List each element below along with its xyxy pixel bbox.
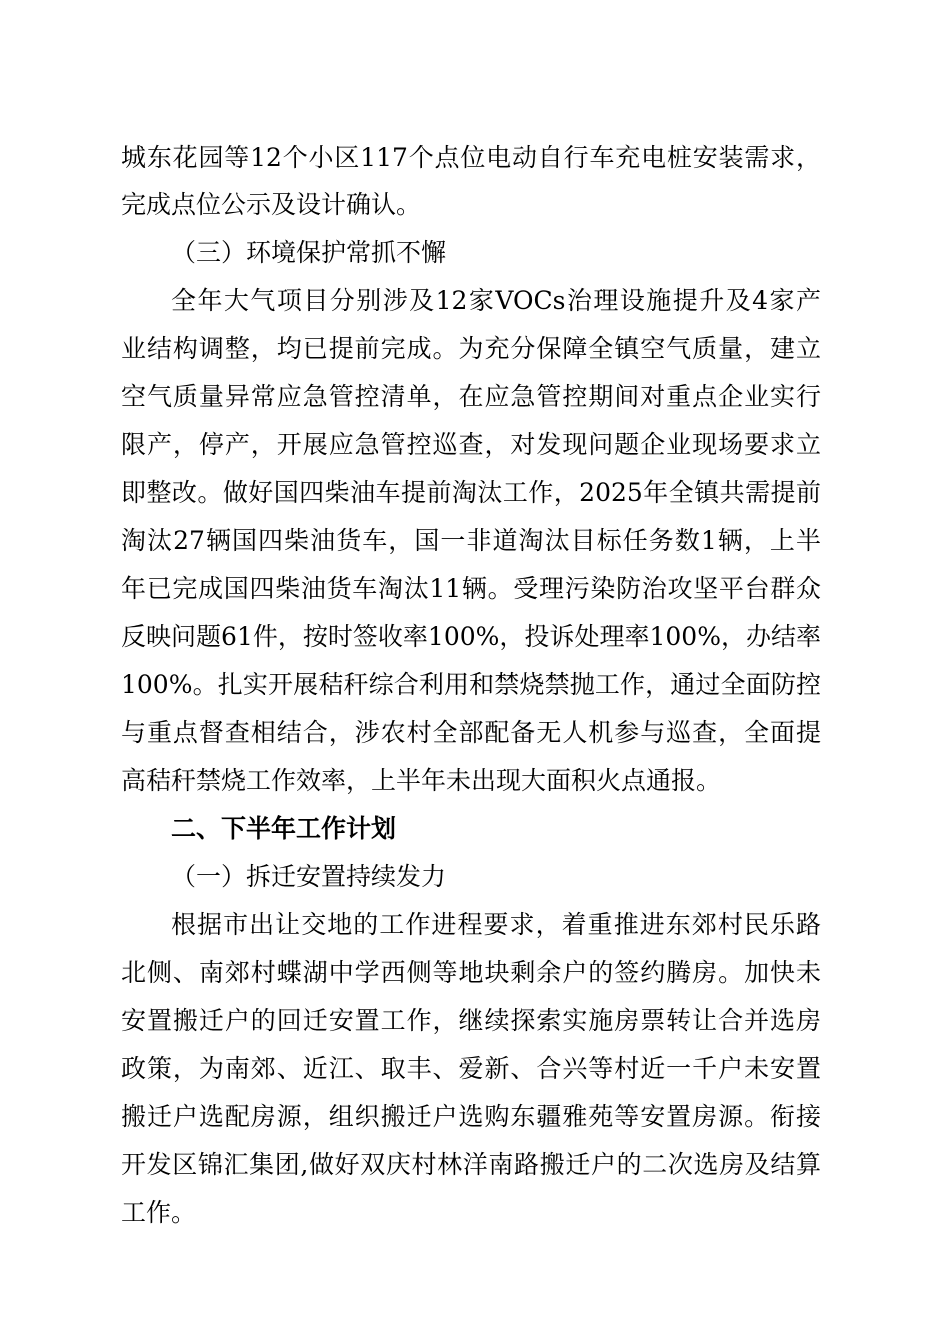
paragraph-line: 安置搬迁户的回迁安置工作，继续探索实施房票转让合并选房 [121, 1006, 821, 1035]
paragraph-line: 工作。 [121, 1198, 197, 1227]
paragraph-line: 限产，停产，开展应急管控巡查，对发现问题企业现场要求立 [121, 430, 821, 459]
subsection-heading-relocation: （一）拆迁安置持续发力 [171, 862, 447, 891]
paragraph-line: 淘汰27辆国四柴油货车，国一非道淘汰目标任务数1辆，上半 [121, 526, 821, 555]
paragraph-line: 北侧、南郊村蝶湖中学西侧等地块剩余户的签约腾房。加快未 [121, 958, 821, 987]
paragraph-line: 搬迁户选配房源，组织搬迁户选购东疆雅苑等安置房源。衔接 [121, 1102, 821, 1131]
paragraph-line: 与重点督查相结合，涉农村全部配备无人机参与巡查，全面提 [121, 718, 821, 747]
paragraph-line: 即整改。做好国四柴油车提前淘汰工作，2025年全镇共需提前 [121, 478, 821, 507]
paragraph-line: 根据市出让交地的工作进程要求，着重推进东郊村民乐路 [171, 910, 821, 939]
paragraph-line: 空气质量异常应急管控清单，在应急管控期间对重点企业实行 [121, 382, 821, 411]
paragraph-line: 政策，为南郊、近江、取丰、爱新、合兴等村近一千户未安置 [121, 1054, 821, 1083]
paragraph-line: 完成点位公示及设计确认。 [121, 190, 422, 219]
paragraph-line: 年已完成国四柴油货车淘汰11辆。受理污染防治攻坚平台群众 [121, 574, 821, 603]
paragraph-line: 反映问题61件，按时签收率100%，投诉处理率100%，办结率 [121, 622, 821, 651]
paragraph-line: 高秸秆禁烧工作效率，上半年未出现大面积火点通报。 [121, 766, 722, 795]
section-heading: 二、下半年工作计划 [171, 814, 397, 843]
paragraph-line: 全年大气项目分别涉及12家VOCs治理设施提升及4家产 [171, 286, 821, 315]
paragraph-line: 业结构调整，均已提前完成。为充分保障全镇空气质量，建立 [121, 334, 821, 363]
subsection-heading-env: （三）环境保护常抓不懈 [171, 238, 447, 267]
paragraph-line: 开发区锦汇集团,做好双庆村林洋南路搬迁户的二次选房及结算 [121, 1150, 821, 1179]
paragraph-line: 100%。扎实开展秸秆综合利用和禁烧禁抛工作，通过全面防控 [121, 670, 821, 699]
paragraph-line: 城东花园等12个小区117个点位电动自行车充电桩安装需求， [121, 143, 821, 172]
